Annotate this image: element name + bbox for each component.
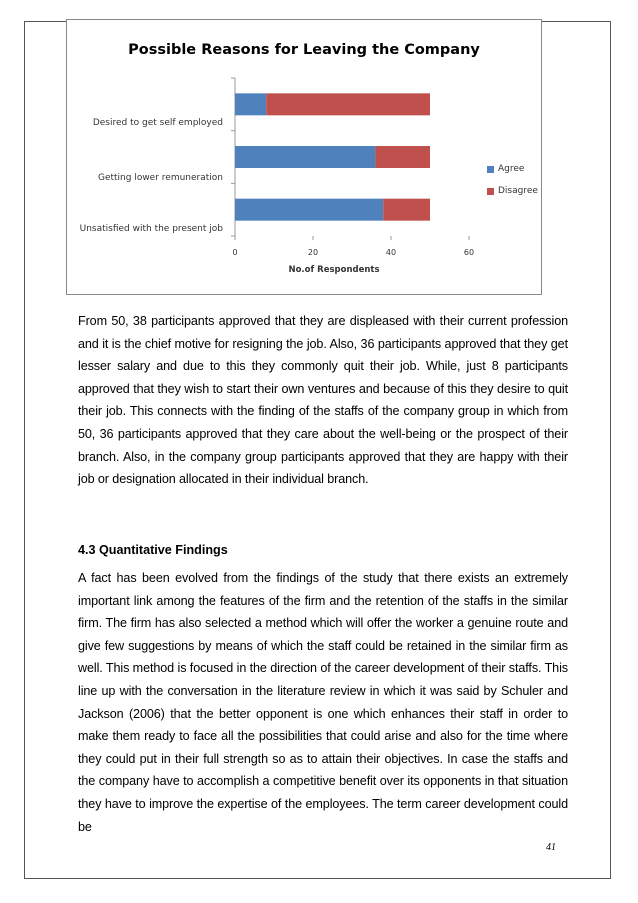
bar-agree (235, 199, 383, 221)
section-heading: 4.3 Quantitative Findings (78, 543, 228, 557)
bar-agree (235, 93, 266, 115)
chart-title: Possible Reasons for Leaving the Company (128, 42, 480, 58)
legend-item-agree (487, 158, 538, 180)
category-label: Desired to get self employed (92, 118, 223, 128)
bar-disagree (266, 93, 430, 115)
category-label: Unsatisfied with the present job (79, 224, 223, 234)
legend (487, 158, 538, 202)
x-tick-label: 0 (232, 248, 238, 257)
x-tick-label: 60 (463, 248, 475, 257)
legend-label: Disagree (498, 186, 538, 196)
legend-item-disagree (487, 180, 538, 202)
legend-swatch-disagree (487, 188, 494, 195)
chart (66, 19, 542, 295)
x-tick-label: 20 (307, 248, 319, 257)
x-tick-label: 40 (385, 248, 397, 257)
page-number: 41 (546, 842, 556, 853)
paragraph-results: From 50, 38 participants approved that they are displeased with their current profession and it is the chief motive for resigning the job. Also, 36 participants approved that they get lesser salary and due to this they commonly quit their job. While, just 8 participants approved that they wish to start their own ventures and because of this they desire to quit their job. This connects with the finding of the staffs of the company group in which from 50, 36 participants approved that they care about the well-being or the prospect of their branch. Also, in the company group participants approved that they are happy with their job or designation allocated in their individual branch. (78, 314, 568, 487)
bar-disagree (375, 146, 430, 168)
bar-disagree (383, 199, 430, 221)
legend-label: Agree (498, 164, 525, 174)
x-axis-title: No.of Respondents (288, 265, 380, 275)
paragraph-quantitative: A fact has been evolved from the findings of the study that there exists an extremely important link among the features of the firm and the retention of the staffs in the similar firm. The firm has also selected a method which will offer the worker a genuine route and give few suggestions by means of which the staff could be retained in the similar firm as well. This method is focused in the direction of the career development of their staffs. This line up with the conversation in the literature review in which it was said by Schuler and Jackson (2006) that the better opponent is one which enhances their staff in order to make them ready to face all the possibilities that could arise and also for the time where they could put in their full strength so as to attain their objectives. In case the staffs and the company have to accomplish a competitive benefit over its opponents in that situation they have to improve the expertise of the employees. The term career development could be (78, 571, 568, 834)
category-label: Getting lower remuneration (97, 173, 223, 183)
legend-swatch-agree (487, 166, 494, 173)
bar-agree (235, 146, 375, 168)
